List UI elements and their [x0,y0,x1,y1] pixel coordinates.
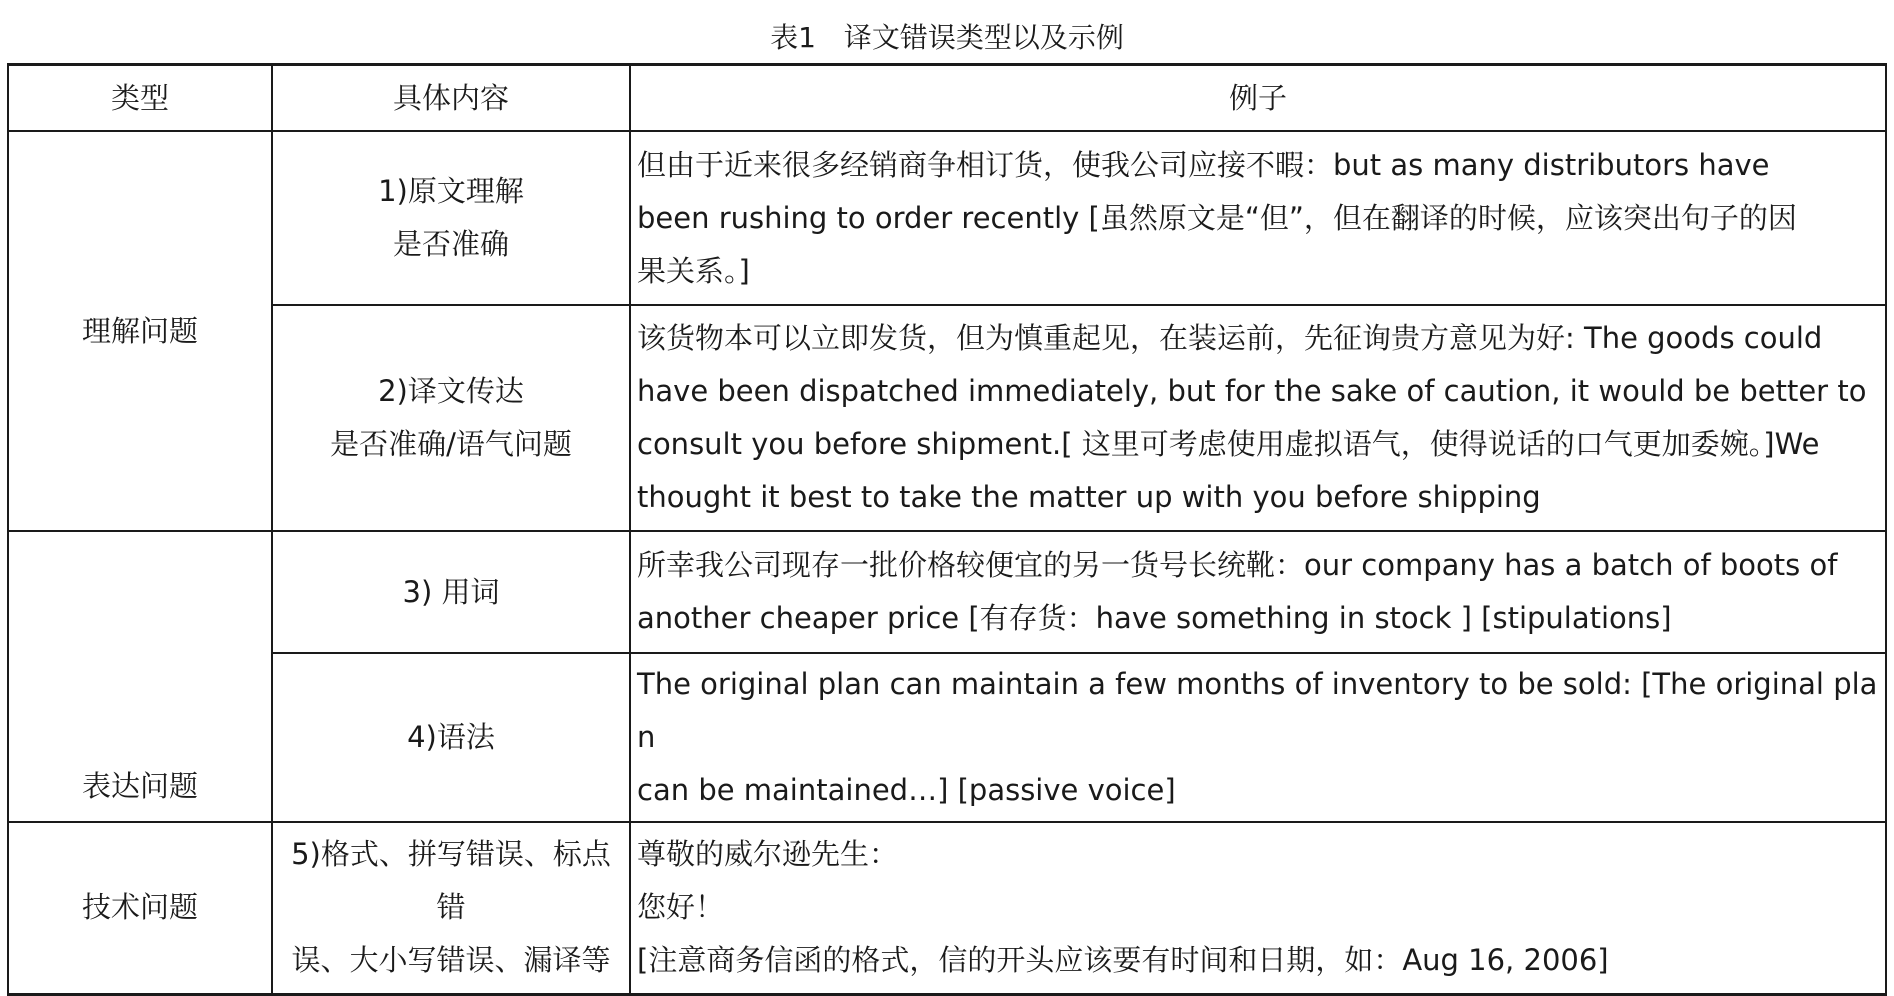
detail-cell: 1)原文理解 是否准确 [272,131,630,305]
table-row [8,305,1886,531]
table-row [8,131,1886,305]
header-example: 例子 [630,65,1886,132]
category-comprehension [8,131,272,531]
detail-cell: 5)格式、拼写错误、标点错 误、大小写错误、漏译等 [272,822,630,994]
header-type: 类型 [8,65,272,132]
example-cell: 所幸我公司现存一批价格较便宜的另一货号长统靴：our company has a batch of boots of another cheaper price [有存货：have something in stock ] [stipulations] [630,531,1886,653]
detail-cell: 2)译文传达 是否准确/语气问题 [272,305,630,531]
detail-cell: 3) 用词 [272,531,630,653]
example-cell: The original plan can maintain a few months of inventory to be sold: [The original plan can be maintained…] [passive voice] [630,653,1886,822]
error-types-table [7,63,1887,996]
table-row [8,653,1886,822]
header-row [8,65,1886,132]
category-expression [8,531,272,822]
table-caption: 表1 译文错误类型以及示例 [770,21,1124,54]
detail-cell: 4)语法 [272,653,630,822]
example-cell: 尊敬的威尔逊先生： 您好！ [注意商务信函的格式，信的开头应该要有时间和日期，如：Aug 16, 2006] [630,822,1886,994]
table-row [8,822,1886,994]
example-cell: 但由于近来很多经销商争相订货，使我公司应接不暇：but as many distributors have been rushing to order recently [虽然原文是“但”，但在翻译的时候，应该突出句子的因 果关系。] [630,131,1886,305]
table-row [8,531,1886,653]
header-detail: 具体内容 [272,65,630,132]
category-label: 理解问题 [81,313,198,348]
category-label: 表达问题 [81,769,198,803]
example-cell: 该货物本可以立即发货，但为慎重起见，在装运前，先征询贵方意见为好: The goods could have been dispatched immediately, but for the sake of caution, it would be better to consult you before shipment.[ 这里可考虑使用虚拟语气，使得说话的口气更加委婉。]We thought it best to take the matter up with you before shipping [630,305,1886,531]
category-technical [8,822,272,994]
category-label: 技术问题 [81,890,198,925]
